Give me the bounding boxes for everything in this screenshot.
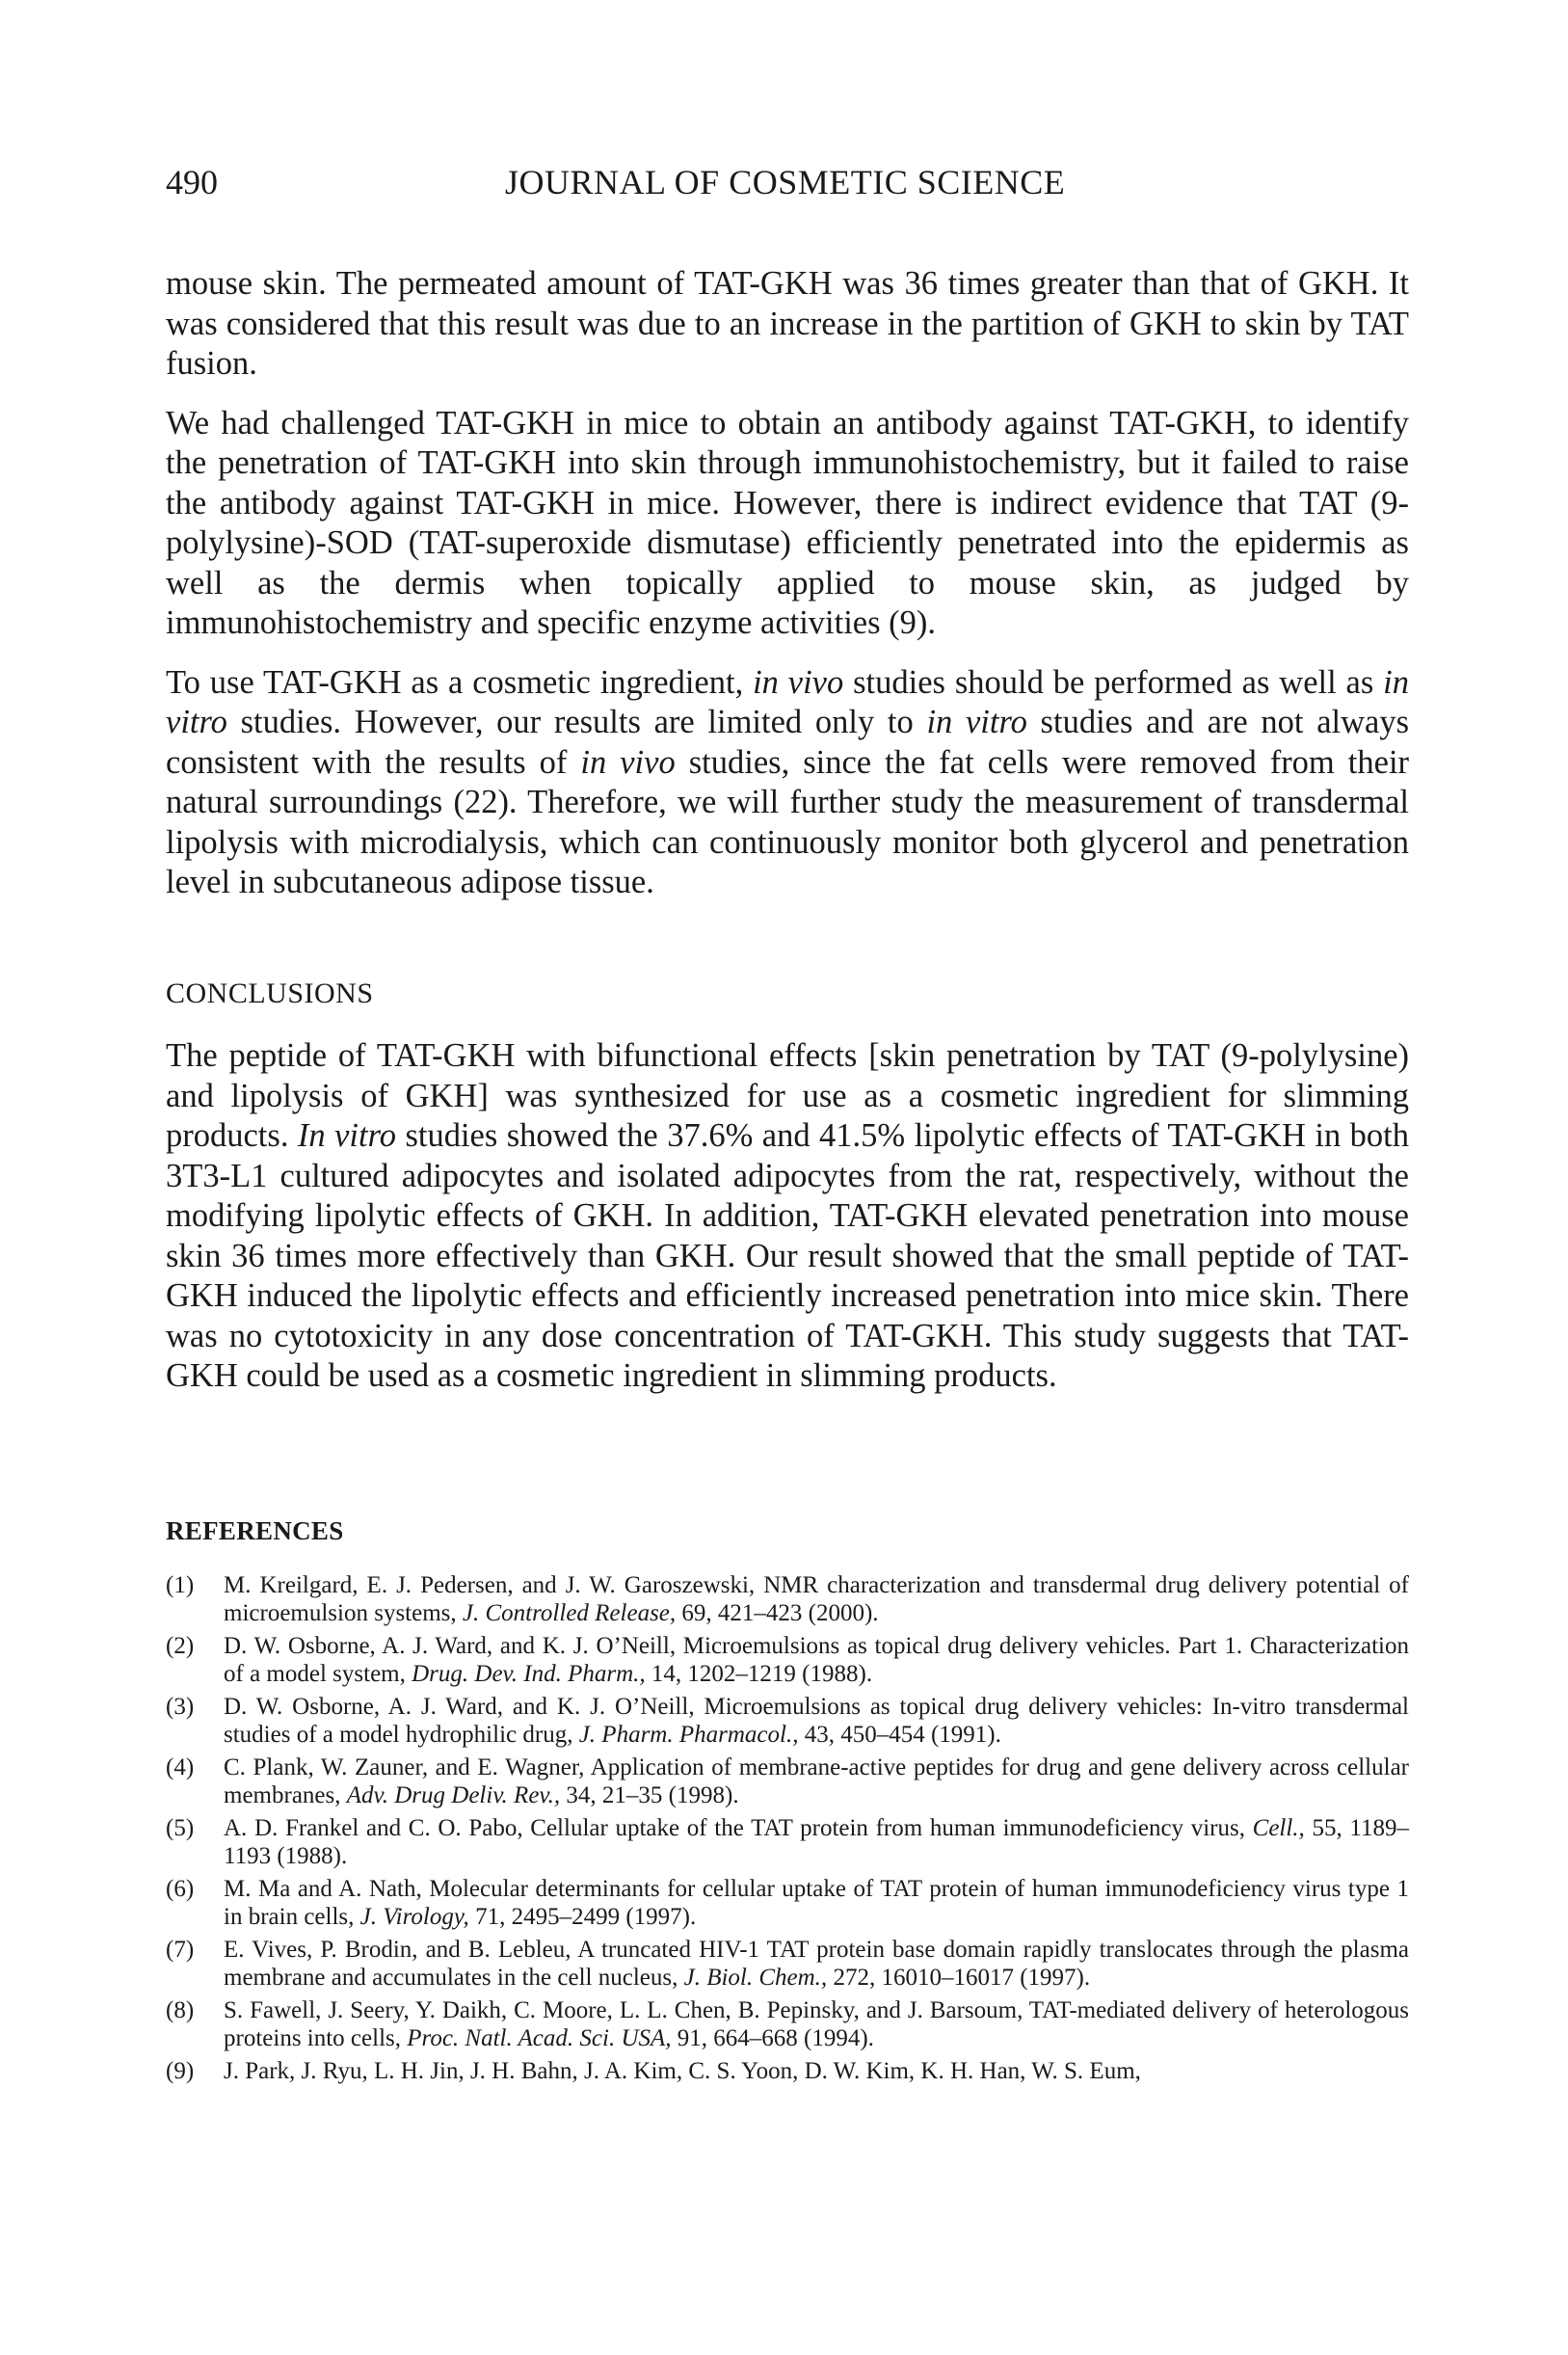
italic-term: in vivo — [580, 743, 676, 781]
reference-number: (8) — [166, 1997, 195, 2023]
reference-journal: J. Controlled Release, — [462, 1599, 677, 1626]
reference-number: (4) — [166, 1754, 195, 1780]
section-heading-conclusions: CONCLUSIONS — [166, 977, 374, 1009]
conclusions-section — [166, 1036, 1409, 1416]
reference-journal: J. Virology, — [359, 1903, 469, 1930]
reference-number: (6) — [166, 1876, 195, 1902]
reference-journal: J. Biol. Chem., — [683, 1964, 828, 1991]
reference-journal: J. Pharm. Pharmacol., — [578, 1721, 799, 1748]
reference-journal: Cell., — [1252, 1815, 1305, 1841]
reference-item: (4) C. Plank, W. Zauner, and E. Wagner, Application of membrane-active peptides for drug and gene delivery across cellular membranes, Adv. Drug Deliv. Rev., 34, 21–35 (1998). — [166, 1754, 1409, 1808]
reference-journal: Drug. Dev. Ind. Pharm., — [412, 1660, 646, 1687]
reference-number: (5) — [166, 1815, 195, 1841]
journal-title: JOURNAL OF COSMETIC SCIENCE — [505, 163, 1066, 201]
reference-journal: Adv. Drug Deliv. Rev., — [346, 1781, 561, 1808]
paragraph: The peptide of TAT-GKH with bifunctional effects [skin penetration by TAT (9-polylysine) and lipolysis of GKH] was synthesized for use as a cosmetic ingredient for slimming products. In vitro studies showed the 37.6% and 41.5% lipolytic effects of TAT-GKH in both 3T3-L1 cultured adipocytes and isolated adipocytes from the rat, respectively, without the modifying lipolytic effects of GKH. In addition, TAT-GKH elevated penetration into mouse skin 36 times more effectively than GKH. Our result showed that the small peptide of TAT-GKH induced the lipolytic effects and efficiently increased penetration into mice skin. There was no cytotoxicity in any dose concentration of TAT-GKH. This study suggests that TAT-GKH could be used as a cosmetic ingredient in slimming products. — [166, 1037, 1409, 1394]
italic-term: in vitro — [166, 663, 1410, 740]
reference-list — [166, 1572, 1409, 2092]
italic-term: in vitro — [926, 704, 1027, 740]
italic-term: In vitro — [297, 1117, 396, 1154]
reference-item: (8) S. Fawell, J. Seery, Y. Daikh, C. Moore, L. L. Chen, B. Pepinsky, and J. Barsoum, TAT-mediated delivery of heterologous proteins into cells, Proc. Natl. Acad. Sci. USA, 91, 664–668 (1994). — [166, 1997, 1409, 2051]
reference-item: (2) D. W. Osborne, A. J. Ward, and K. J. O’Neill, Microemulsions as topical drug delivery vehicles. Part 1. Characterization of a model system, Drug. Dev. Ind. Pharm., 14, 1202–1219 (1988). — [166, 1633, 1409, 1687]
page-number: 490 — [166, 163, 218, 201]
paragraph: We had challenged TAT-GKH in mice to obtain an antibody against TAT-GKH, to identify the penetration of TAT-GKH into skin through immunohistochemistry, but it failed to raise the antibody against TAT-GKH in mice. However, there is indirect evidence that TAT (9-polylysine)-SOD (TAT-superoxide dismutase) efficiently penetrated into the epidermis as well as the dermis when topically applied to mouse skin, as judged by immunohistochemistry and specific enzyme activities (9). — [166, 404, 1409, 641]
reference-number: (7) — [166, 1937, 195, 1963]
running-head — [166, 162, 1409, 204]
reference-number: (1) — [166, 1572, 195, 1598]
paragraph: To use TAT-GKH as a cosmetic ingredient, in vivo studies should be performed as well as in vitro studies. However, our results are limited only to in vitro studies and are not always consistent with the results of in vivo studies, since the fat cells were removed from their natural surroundings (22). Therefore, we will further study the measurement of transdermal lipolysis with microdialysis, which can continuously monitor both glycerol and penetration level in subcutaneous adipose tissue. — [166, 663, 1410, 900]
reference-item: (5) A. D. Frankel and C. O. Pabo, Cellular uptake of the TAT protein from human immunodeficiency virus, Cell., 55, 1189–1193 (1988). — [166, 1815, 1409, 1869]
reference-item: (9) J. Park, J. Ryu, L. H. Jin, J. H. Bahn, J. A. Kim, C. S. Yoon, D. W. Kim, K. H. Han, W. S. Eum, — [166, 2058, 1141, 2084]
reference-item: (6) M. Ma and A. Nath, Molecular determinants for cellular uptake of TAT protein of human immunodeficiency virus type 1 in brain cells, J. Virology, 71, 2495–2499 (1997). — [166, 1876, 1409, 1930]
reference-item: (7) E. Vives, P. Brodin, and B. Lebleu, A truncated HIV-1 TAT protein base domain rapidly translocates through the plasma membrane and accumulates in the cell nucleus, J. Biol. Chem., 272, 16010–16017 (1997). — [166, 1937, 1409, 1991]
reference-journal: Proc. Natl. Acad. Sci. USA, — [407, 2024, 672, 2051]
reference-item: (1) M. Kreilgard, E. J. Pedersen, and J. W. Garoszewski, NMR characterization and transdermal drug delivery potential of microemulsion systems, J. Controlled Release, 69, 421–423 (2000). — [166, 1572, 1409, 1626]
reference-number: (9) — [166, 2058, 195, 2084]
reference-number: (2) — [166, 1633, 195, 1659]
italic-term: in vivo — [753, 663, 844, 701]
reference-number: (3) — [166, 1694, 195, 1720]
reference-item: (3) D. W. Osborne, A. J. Ward, and K. J. O’Neill, Microemulsions as topical drug delivery vehicles: In-vitro transdermal studies of a model hydrophilic drug, J. Pharm. Pharmacol., 43, 450–454 (1991). — [166, 1694, 1409, 1748]
section-heading-references: REFERENCES — [166, 1516, 344, 1545]
paragraph: mouse skin. The permeated amount of TAT-GKH was 36 times greater than that of GKH. It was considered that this result was due to an increase in the partition of GKH to skin by TAT fusion. — [166, 265, 1409, 382]
discussion-section — [166, 264, 1409, 923]
